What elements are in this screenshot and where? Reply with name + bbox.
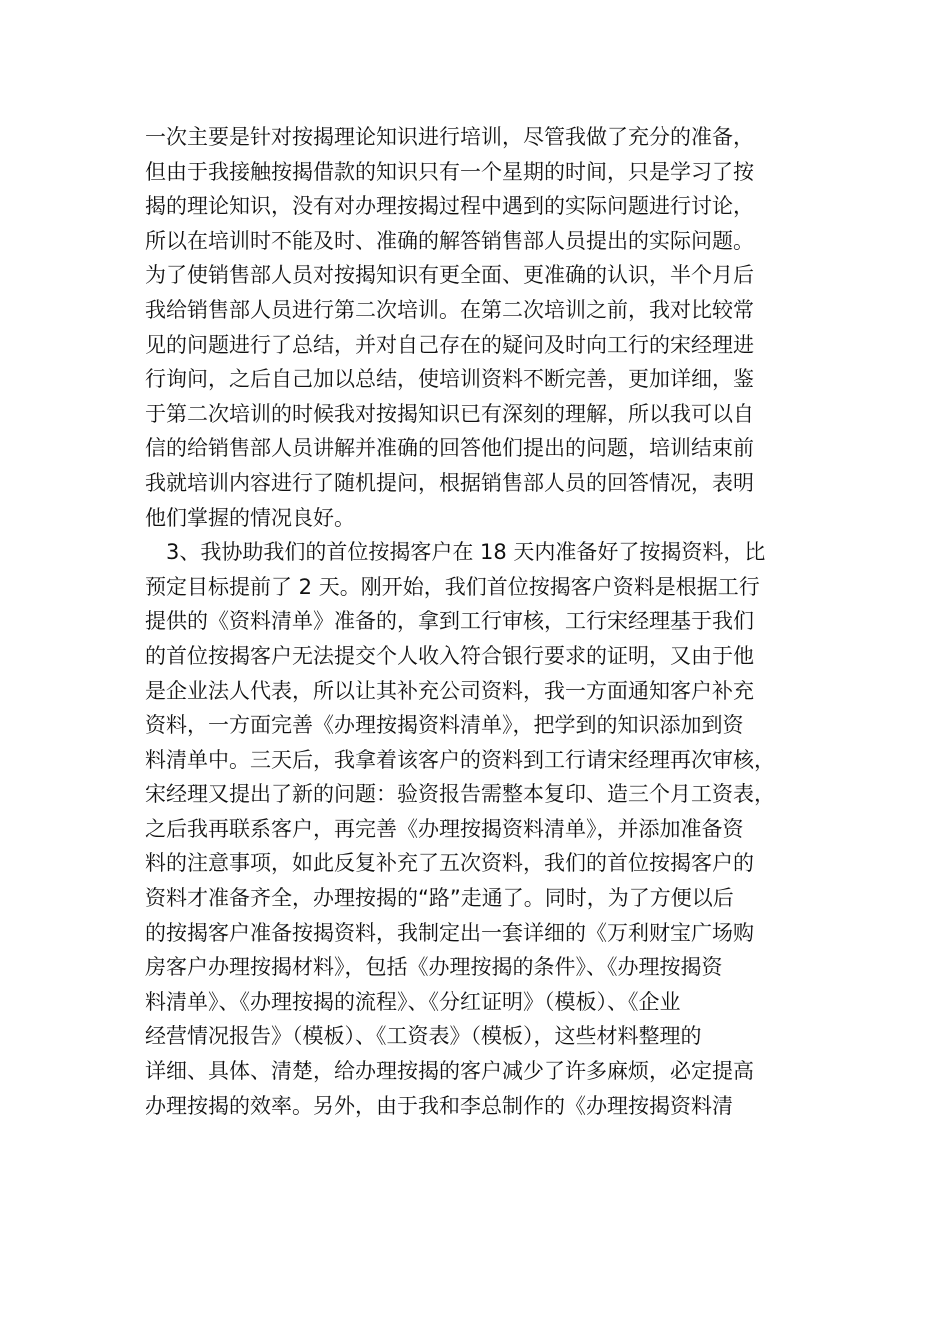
text-line: 一次主要是针对按揭理论知识进行培训，尽管我做了充分的准备， (145, 125, 754, 149)
body-text (145, 120, 815, 1123)
text-line: 他们掌握的情况良好。 (145, 505, 355, 530)
text-line: 料清单中。三天后，我拿着该客户的资料到工行请宋经理再次审核， (145, 747, 775, 772)
text-line: 见的问题进行了总结，并对自己存在的疑问及时向工行的宋经理进 (145, 332, 754, 357)
text-line: 行询问，之后自己加以总结，使培训资料不断完善，更加详细，鉴 (145, 367, 754, 392)
text-line: 详细、具体、清楚，给办理按揭的客户减少了许多麻烦，必定提高 (145, 1059, 754, 1084)
text-line: 我就培训内容进行了随机提问，根据销售部人员的回答情况，表明 (145, 470, 754, 495)
text-line: 3、我协助我们的首位按揭客户在 18 天内准备好了按揭资料，比 (145, 540, 766, 565)
text-line: 为了使销售部人员对按揭知识有更全面、更准确的认识，半个月后 (145, 263, 754, 288)
text-line: 我给销售部人员进行第二次培训。在第二次培训之前，我对比较常 (145, 297, 754, 322)
text-line: 的首位按揭客户无法提交个人收入符合银行要求的证明，又由于他 (145, 643, 754, 668)
text-line: 是企业法人代表，所以让其补充公司资料，我一方面通知客户补充 (145, 678, 754, 703)
text-line: 资料，一方面完善《办理按揭资料清单》，把学到的知识添加到资 (145, 713, 744, 738)
text-line: 预定目标提前了 2 天。刚开始，我们首位按揭客户资料是根据工行 (145, 574, 760, 599)
text-line: 所以在培训时不能及时、准确的解答销售部人员提出的实际问题。 (145, 228, 754, 253)
text-line: 信的给销售部人员讲解并准确的回答他们提出的问题，培训结束前 (145, 436, 754, 461)
text-line: 提供的《资料清单》准备的，拿到工行审核，工行宋经理基于我们 (145, 609, 754, 634)
text-line: 于第二次培训的时候我对按揭知识已有深刻的理解，所以我可以自 (145, 401, 754, 426)
text-line: 资料才准备齐全，办理按揭的“路”走通了。同时，为了方便以后 (145, 886, 734, 911)
text-line: 料清单》、《办理按揭的流程》、《分红证明》（模板）、《企业 (145, 989, 681, 1014)
text-line: 办理按揭的效率。另外，由于我和李总制作的《办理按揭资料清 (145, 1093, 733, 1118)
text-line: 之后我再联系客户，再完善《办理按揭资料清单》，并添加准备资 (145, 816, 744, 841)
text-line: 宋经理又提出了新的问题：验资报告需整本复印、造三个月工资表， (145, 782, 775, 807)
text-line: 经营情况报告》（模板）、《工资表》（模板），这些材料整理的 (145, 1024, 702, 1049)
text-line: 但由于我接触按揭借款的知识只有一个星期的时间，只是学习了按 (145, 159, 754, 184)
text-line: 揭的理论知识，没有对办理按揭过程中遇到的实际问题进行讨论， (145, 194, 754, 219)
text-line: 的按揭客户准备按揭资料，我制定出一套详细的《万利财宝广场购 (145, 920, 754, 945)
text-line: 房客户办理按揭材料》，包括《办理按揭的条件》、《办理按揭资 (145, 955, 723, 980)
text-line: 料的注意事项，如此反复补充了五次资料，我们的首位按揭客户的 (145, 851, 754, 876)
